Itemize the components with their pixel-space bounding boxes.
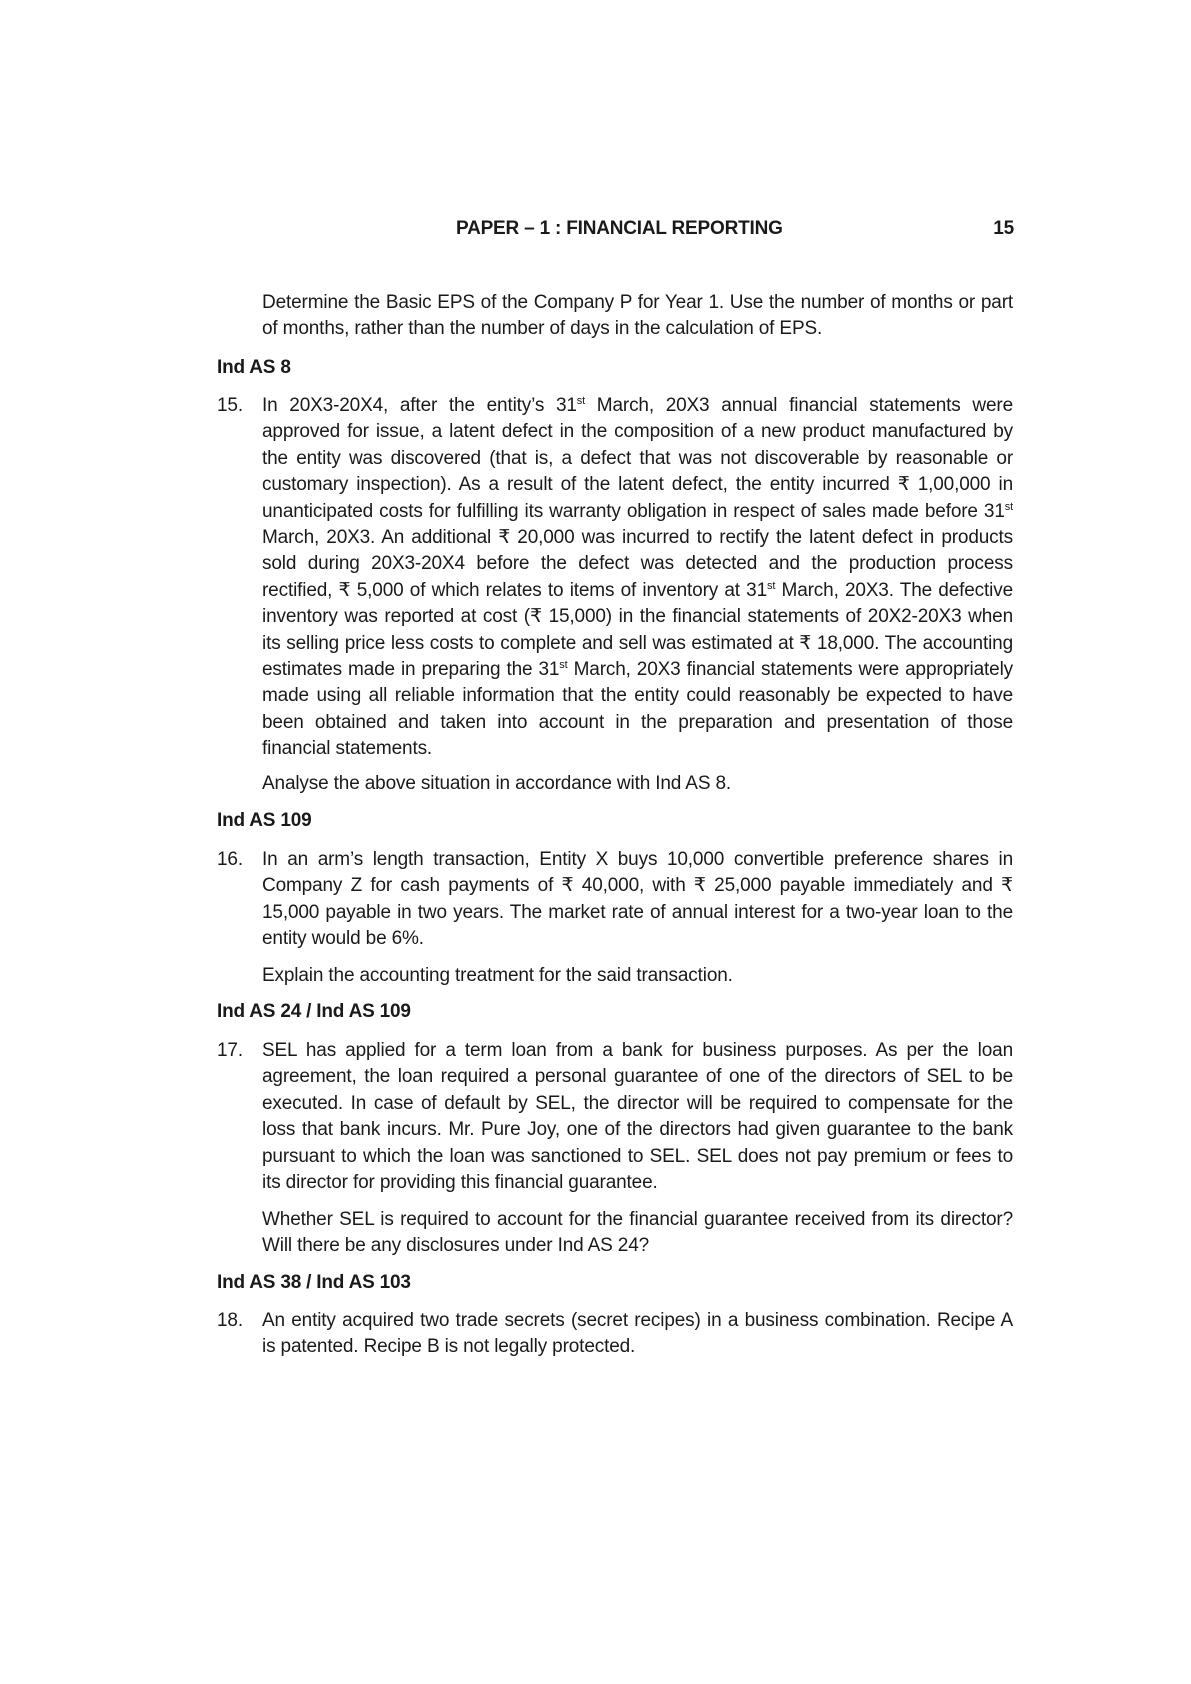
question-number-16: 16. (217, 849, 243, 870)
question-15-followup: Analyse the above situation in accordance with Ind AS 8. (262, 773, 732, 794)
section-heading-ind-as-8: Ind AS 8 (217, 357, 291, 378)
section-heading-ind-as-38-103: Ind AS 38 / Ind AS 103 (217, 1272, 411, 1293)
intro-paragraph: Determine the Basic EPS of the Company P for Year 1. Use the number of months or part of months, rather than the number of days in the calculation of EPS. (262, 292, 1013, 340)
question-number-17: 17. (217, 1040, 243, 1061)
section-heading-ind-as-109: Ind AS 109 (217, 810, 312, 831)
question-18-text: An entity acquired two trade secrets (secret recipes) in a business combination. Recipe A is patented. Recipe B is not legally protected. (262, 1310, 1013, 1358)
question-number-18: 18. (217, 1310, 243, 1331)
paper-title: PAPER – 1 : FINANCIAL REPORTING (456, 218, 783, 239)
section-heading-ind-as-24-109: Ind AS 24 / Ind AS 109 (217, 1001, 411, 1022)
question-16-text: In an arm’s length transaction, Entity X buys 10,000 convertible preference shares in Company Z for cash payments of ₹ 40,000, with ₹ 25,000 payable immediately and ₹ 15,000 payable in two years. The market rate of annual interest for a two-year loan to the entity would be 6%. (262, 849, 1013, 950)
question-number-15: 15. (217, 395, 243, 416)
question-16-followup: Explain the accounting treatment for the said transaction. (262, 965, 733, 986)
question-17-followup: Whether SEL is required to account for the financial guarantee received from its director? Will there be any disclosures under Ind AS 24? (262, 1209, 1013, 1257)
page-number: 15 (993, 218, 1014, 239)
question-17-text: SEL has applied for a term loan from a bank for business purposes. As per the loan agreement, the loan required a personal guarantee of one of the directors of SEL to be executed. In case of default by SEL, the director will be required to compensate for the loss that bank incurs. Mr. Pure Joy, one of the directors had given guarantee to the bank pursuant to which the loan was sanctioned to SEL. SEL does not pay premium or fees to its director for providing this financial guarantee. (262, 1040, 1013, 1194)
question-15-text: In 20X3-20X4, after the entity’s 31st March, 20X3 annual financial statements were approved for issue, a latent defect in the composition of a new product manufactured by the entity was discovered (that is, a defect that was not discoverable by reasonable or customary inspection). As a result of the latent defect, the entity incurred ₹ 1,00,000 in unanticipated costs for fulfilling its warranty obligation in respect of sales made before 31st March, 20X3. An additional ₹ 20,000 was incurred to rectify the latent defect in products sold during 20X3-20X4 before the defect was detected and the production process rectified, ₹ 5,000 of which relates to items of inventory at 31st March, 20X3. The defective inventory was reported at cost (₹ 15,000) in the financial statements of 20X2-20X3 when its selling price less costs to complete and sell was estimated at ₹ 18,000. The accounting estimates made in preparing the 31st March, 20X3 financial statements were appropriately made using all reliable information that the entity could reasonably be expected to have been obtained and taken into account in the preparation and presentation of those financial statements. (262, 395, 1013, 760)
